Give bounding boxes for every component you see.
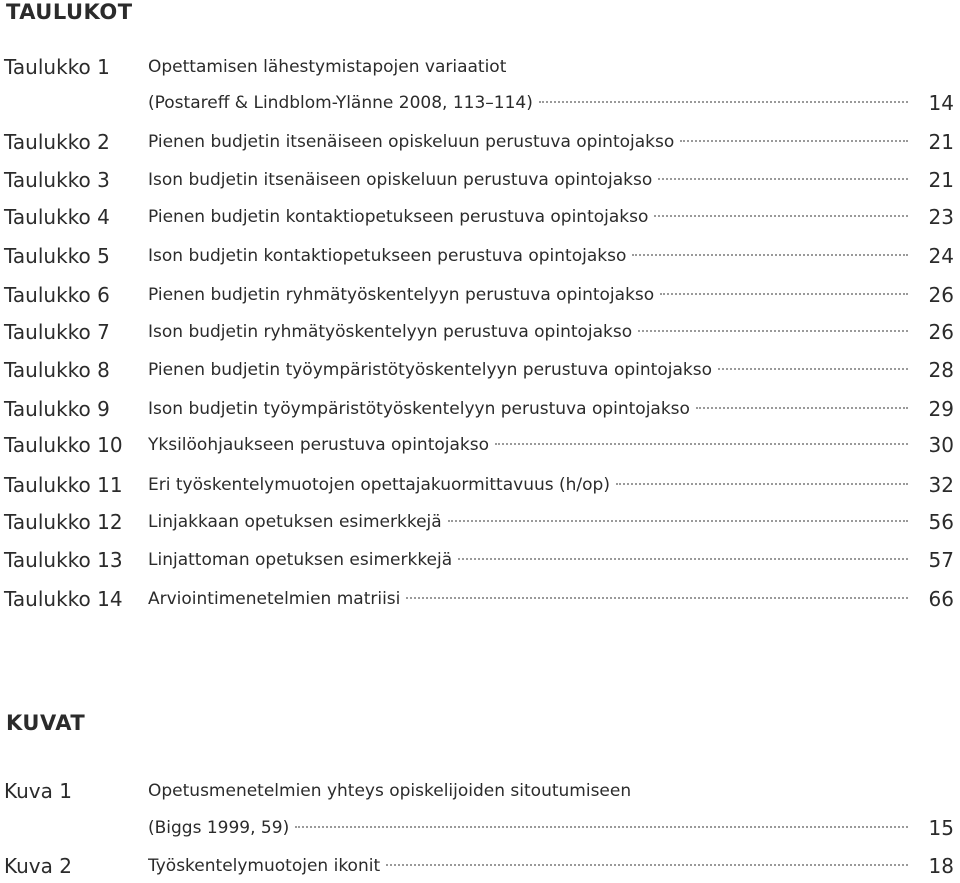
entry-label: Taulukko 12 bbox=[4, 510, 123, 534]
toc-entry-table-4[interactable] bbox=[0, 202, 960, 232]
entry-label: Taulukko 7 bbox=[4, 320, 110, 344]
dot-leader bbox=[718, 368, 908, 370]
dot-leader bbox=[632, 254, 908, 256]
dot-leader bbox=[386, 864, 908, 866]
entry-page: 26 bbox=[928, 320, 954, 344]
entry-label: Kuva 2 bbox=[4, 854, 72, 878]
entry-label: Taulukko 3 bbox=[4, 168, 110, 192]
toc-entry-table-5[interactable] bbox=[0, 241, 960, 271]
entry-title: Eri työskentelymuotojen opettajakuormittavuus (h/op) bbox=[148, 475, 610, 495]
entry-title: Arviointimenetelmien matriisi bbox=[148, 589, 401, 609]
dot-leader bbox=[406, 597, 908, 599]
toc-entry-table-1[interactable] bbox=[0, 52, 960, 82]
entry-page: 15 bbox=[928, 816, 954, 840]
entry-page: 21 bbox=[928, 168, 954, 192]
entry-title: Ison budjetin kontaktiopetukseen perustuva opintojakso bbox=[148, 246, 627, 266]
entry-title: Linjakkaan opetuksen esimerkkejä bbox=[148, 512, 442, 532]
entry-label: Taulukko 9 bbox=[4, 397, 110, 421]
entry-label: Taulukko 10 bbox=[4, 433, 123, 457]
entry-title: Ison budjetin ryhmätyöskentelyyn perustuva opintojakso bbox=[148, 322, 633, 342]
dot-leader bbox=[658, 178, 908, 180]
toc-entry-table-7[interactable] bbox=[0, 317, 960, 347]
toc-entry-table-11[interactable] bbox=[0, 470, 960, 500]
dot-leader bbox=[495, 443, 908, 445]
toc-entry-table-3[interactable] bbox=[0, 165, 960, 195]
dot-leader bbox=[458, 558, 908, 560]
entry-label: Taulukko 14 bbox=[4, 587, 123, 611]
toc-entry-figure-1[interactable] bbox=[0, 776, 960, 806]
entry-page: 24 bbox=[928, 244, 954, 268]
entry-label: Taulukko 5 bbox=[4, 244, 110, 268]
entry-page: 29 bbox=[928, 397, 954, 421]
dot-leader bbox=[660, 293, 908, 295]
entry-title-line1: Opetusmenetelmien yhteys opiskelijoiden sitoutumiseen bbox=[148, 781, 632, 801]
toc-entry-table-1-cont[interactable] bbox=[0, 88, 960, 118]
entry-title-line2: (Postareff & Lindblom-Ylänne 2008, 113–114) bbox=[148, 93, 533, 113]
entry-page: 66 bbox=[928, 587, 954, 611]
entry-label: Taulukko 11 bbox=[4, 473, 123, 497]
entry-title: Yksilöohjaukseen perustuva opintojakso bbox=[148, 435, 490, 455]
figures-heading: KUVAT bbox=[6, 711, 86, 735]
dot-leader bbox=[654, 215, 908, 217]
toc-entry-table-12[interactable] bbox=[0, 507, 960, 537]
toc-entry-table-13[interactable] bbox=[0, 545, 960, 575]
toc-entry-table-6[interactable] bbox=[0, 280, 960, 310]
entry-title: Pienen budjetin työympäristötyöskentelyyn perustuva opintojakso bbox=[148, 360, 712, 380]
dot-leader bbox=[539, 101, 908, 103]
entry-page: 30 bbox=[928, 433, 954, 457]
entry-title: Linjattoman opetuksen esimerkkejä bbox=[148, 550, 453, 570]
entry-label: Taulukko 13 bbox=[4, 548, 123, 572]
dot-leader bbox=[616, 483, 908, 485]
entry-page: 14 bbox=[928, 91, 954, 115]
entry-page: 32 bbox=[928, 473, 954, 497]
entry-title: Pienen budjetin kontaktiopetukseen perustuva opintojakso bbox=[148, 207, 649, 227]
dot-leader bbox=[638, 330, 908, 332]
entry-label: Taulukko 2 bbox=[4, 130, 110, 154]
dot-leader bbox=[696, 407, 908, 409]
entry-page: 26 bbox=[928, 283, 954, 307]
toc-entry-table-9[interactable] bbox=[0, 394, 960, 424]
entry-page: 56 bbox=[928, 510, 954, 534]
entry-page: 18 bbox=[928, 854, 954, 878]
dot-leader bbox=[448, 520, 908, 522]
toc-entry-table-2[interactable] bbox=[0, 127, 960, 157]
toc-entry-table-8[interactable] bbox=[0, 355, 960, 385]
dot-leader bbox=[680, 140, 908, 142]
entry-page: 57 bbox=[928, 548, 954, 572]
toc-entry-figure-2[interactable] bbox=[0, 851, 960, 881]
entry-page: 21 bbox=[928, 130, 954, 154]
entry-title: Ison budjetin itsenäiseen opiskeluun perustuva opintojakso bbox=[148, 170, 653, 190]
entry-label: Taulukko 1 bbox=[4, 55, 110, 79]
entry-title-line2: (Biggs 1999, 59) bbox=[148, 818, 290, 838]
dot-leader bbox=[295, 826, 908, 828]
toc-entry-table-14[interactable] bbox=[0, 584, 960, 614]
entry-label: Kuva 1 bbox=[4, 779, 72, 803]
entry-title: Ison budjetin työympäristötyöskentelyyn perustuva opintojakso bbox=[148, 399, 690, 419]
entry-page: 23 bbox=[928, 205, 954, 229]
entry-title: Pienen budjetin itsenäiseen opiskeluun perustuva opintojakso bbox=[148, 132, 675, 152]
tables-heading: TAULUKOT bbox=[6, 0, 133, 24]
entry-label: Taulukko 8 bbox=[4, 358, 110, 382]
toc-entry-figure-1-cont[interactable] bbox=[0, 813, 960, 843]
entry-title-line1: Opettamisen lähestymistapojen variaatiot bbox=[148, 57, 507, 77]
entry-page: 28 bbox=[928, 358, 954, 382]
entry-title: Pienen budjetin ryhmätyöskentelyyn perustuva opintojakso bbox=[148, 285, 655, 305]
toc-entry-table-10[interactable] bbox=[0, 430, 960, 460]
entry-label: Taulukko 6 bbox=[4, 283, 110, 307]
entry-title: Työskentelymuotojen ikonit bbox=[148, 856, 381, 876]
entry-label: Taulukko 4 bbox=[4, 205, 110, 229]
